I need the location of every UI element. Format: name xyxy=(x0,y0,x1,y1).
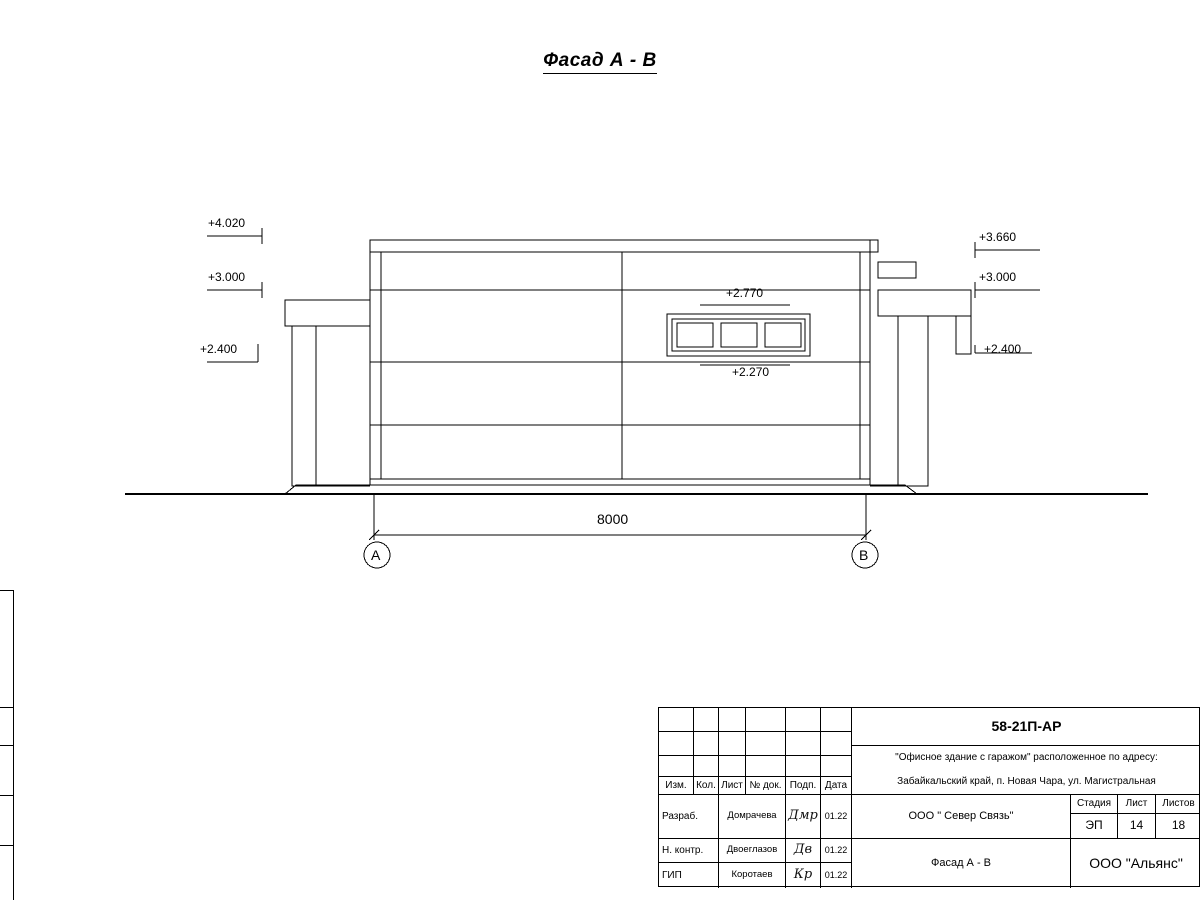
dimension-tick-right xyxy=(861,530,871,540)
revision-header-kol: Кол. xyxy=(694,777,719,795)
level-label-right-3660: +3.660 xyxy=(979,230,1017,244)
level-label-center-2270: +2.270 xyxy=(732,365,770,379)
name-domracheva: Домрачева xyxy=(719,795,786,839)
revision-header-izm: Изм. xyxy=(659,777,694,795)
window-sash-right xyxy=(765,323,801,347)
dimension-tick-left xyxy=(369,530,379,540)
frame-margin-line-mid3 xyxy=(0,795,14,796)
level-label-right-3000: +3.000 xyxy=(979,270,1017,284)
revision-cell-r1c5 xyxy=(786,708,821,732)
date-nkontr: 01.22 xyxy=(821,839,852,863)
revision-cell-r1c4 xyxy=(746,708,786,732)
stage-label: Стадия xyxy=(1071,795,1118,814)
revision-header-ndok: № док. xyxy=(746,777,786,795)
role-nkontr: Н. контр. xyxy=(659,839,719,863)
window-sash-middle xyxy=(721,323,757,347)
stage-value: ЭП xyxy=(1071,814,1118,839)
sheet-title: Фасад А - В xyxy=(852,839,1071,888)
object-description-line2: Забайкальский край, п. Новая Чара, ул. Магистральная xyxy=(852,770,1200,795)
revision-cell-r2c6 xyxy=(821,732,852,756)
revision-cell-r2c1 xyxy=(659,732,694,756)
level-label-left-3000: +3.000 xyxy=(208,270,246,284)
customer-name: ООО " Север Связь" xyxy=(852,795,1071,839)
revision-header-list: Лист xyxy=(719,777,746,795)
window-sash-left xyxy=(677,323,713,347)
frame-margin-line-top xyxy=(0,590,14,591)
annex-right-canopy xyxy=(878,290,971,316)
annex-right-parapet xyxy=(878,262,916,278)
level-label-left-4020: +4.020 xyxy=(208,216,246,230)
annex-right-column xyxy=(898,316,928,486)
role-razrab: Разраб. xyxy=(659,795,719,839)
level-label-left-2400: +2.400 xyxy=(200,342,238,356)
axis-label-left: А xyxy=(371,547,381,563)
revision-cell-r1c3 xyxy=(719,708,746,732)
annex-left-column xyxy=(292,326,316,486)
level-label-center-2770: +2.770 xyxy=(726,286,764,300)
building-main-body xyxy=(370,240,870,485)
revision-cell-r3c1 xyxy=(659,756,694,777)
revision-cell-r3c4 xyxy=(746,756,786,777)
name-korotaev: Коротаев xyxy=(719,863,786,888)
frame-margin-line-mid2 xyxy=(0,745,14,746)
date-razrab: 01.22 xyxy=(821,795,852,839)
revision-cell-r2c5 xyxy=(786,732,821,756)
revision-cell-r1c6 xyxy=(821,708,852,732)
signature-domracheva: Дмр xyxy=(786,795,821,839)
revision-cell-r3c3 xyxy=(719,756,746,777)
revision-cell-r2c4 xyxy=(746,732,786,756)
page-title xyxy=(0,50,1200,72)
annex-left-canopy xyxy=(285,300,370,326)
window-frame-inner xyxy=(672,319,805,351)
axis-label-right: В xyxy=(859,547,869,563)
revision-cell-r1c2 xyxy=(694,708,719,732)
company-name: ООО "Альянс" xyxy=(1089,855,1183,872)
frame-margin-line-mid1 xyxy=(0,707,14,708)
revision-cell-r3c6 xyxy=(821,756,852,777)
dimension-label-8000: 8000 xyxy=(597,511,629,527)
revision-cell-r1c1 xyxy=(659,708,694,732)
window-frame-outer xyxy=(667,314,810,356)
revision-header-podp: Подп. xyxy=(786,777,821,795)
level-label-right-2400: +2.400 xyxy=(984,342,1022,356)
object-description-line1: "Офисное здание с гаражом" расположенное по адресу: xyxy=(895,752,1158,764)
revision-cell-r3c2 xyxy=(694,756,719,777)
frame-margin-line-mid4 xyxy=(0,845,14,846)
sheet-label: Лист xyxy=(1118,795,1156,814)
signature-korotaev: Кр xyxy=(786,863,821,888)
revision-header-data: Дата xyxy=(821,777,852,795)
sheets-total-value: 18 xyxy=(1156,814,1200,839)
revision-cell-r2c2 xyxy=(694,732,719,756)
title-block xyxy=(658,707,1200,887)
date-gip: 01.22 xyxy=(821,863,852,888)
building-roof-band xyxy=(370,240,878,252)
revision-cell-r2c3 xyxy=(719,732,746,756)
project-code: 58-21П-АР xyxy=(852,708,1200,746)
page-title-text: Фасад А - В xyxy=(543,50,656,74)
role-gip: ГИП xyxy=(659,863,719,888)
signature-dvoeglazov: Дв xyxy=(786,839,821,863)
sheet-value: 14 xyxy=(1118,814,1156,839)
annex-right-small-panel xyxy=(956,316,971,354)
name-dvoeglazov: Двоеглазов xyxy=(719,839,786,863)
sheets-total-label: Листов xyxy=(1156,795,1200,814)
revision-cell-r3c5 xyxy=(786,756,821,777)
plinth xyxy=(285,485,917,494)
